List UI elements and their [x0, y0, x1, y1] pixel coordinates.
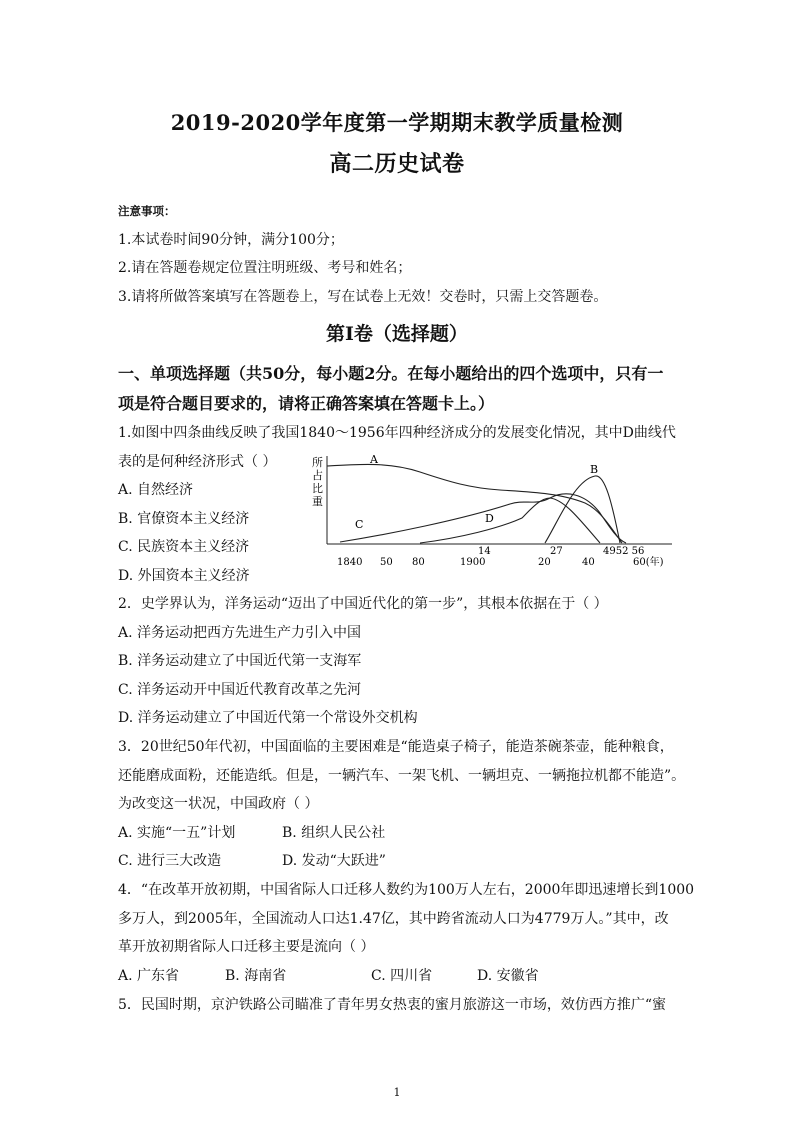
q2-option-c: C. 洋务运动开中国近代教育改革之先河 — [118, 682, 362, 698]
ylabel-char-4: 重 — [312, 495, 323, 508]
q5-stem-line1: 5．民国时期，京沪铁路公司瞄准了青年男女热衷的蜜月旅游这一市场，效仿西方推广“蜜 — [118, 997, 667, 1013]
tick-20: 20 — [538, 557, 551, 568]
ylabel-char-3: 比 — [312, 482, 323, 495]
q1-stem-line2: 表的是何种经济形式（ ） — [118, 454, 277, 470]
q1-stem-line1: 1.如图中四条曲线反映了我国1840～1956年四种经济成分的发展变化情况，其中D曲线代 — [118, 425, 676, 441]
curve-a — [327, 464, 622, 543]
curve-label-c: C — [355, 518, 364, 531]
q3-option-b: B. 组织人民公社 — [282, 825, 386, 841]
q2-option-a: A. 洋务运动把西方先进生产力引入中国 — [118, 625, 362, 641]
q2-option-b: B. 洋务运动建立了中国近代第一支海军 — [118, 653, 362, 669]
q1-option-a: A. 自然经济 — [118, 482, 194, 498]
tick-60: 60(年) — [633, 557, 664, 568]
ylabel-char-1: 所 — [312, 456, 323, 469]
curve-label-b: B — [590, 463, 599, 476]
page-number: 1 — [393, 1086, 401, 1099]
q3-stem-line3: 为改变这一状况，中国政府（ ） — [118, 796, 319, 812]
q1-option-b: B. 官僚资本主义经济 — [118, 511, 250, 527]
q4-option-c: C. 四川省 — [371, 968, 433, 984]
curve-b — [545, 476, 620, 543]
q4-option-b: B. 海南省 — [225, 968, 287, 984]
q4-option-a: A. 广东省 — [118, 968, 180, 984]
q3-option-a: A. 实施“一五”计划 — [118, 825, 236, 841]
part1-title: 第Ⅰ卷（选择题） — [326, 323, 468, 345]
exam-subtitle: 高二历史试卷 — [329, 151, 465, 177]
notice-item-2: 2.请在答题卷规定位置注明班级、考号和姓名； — [118, 260, 412, 276]
curve-label-d: D — [485, 512, 494, 525]
exam-title: 2019-2020学年度第一学期期末教学质量检测 — [170, 110, 624, 135]
tick-1900: 1900 — [460, 557, 486, 568]
notice-item-1: 1.本试卷时间90分钟，满分100分； — [118, 232, 344, 248]
q3-option-d: D. 发动“大跃进” — [282, 853, 386, 869]
q4-option-d: D. 安徽省 — [477, 968, 539, 984]
q1-option-d: D. 外国资本主义经济 — [118, 568, 250, 584]
q3-stem-line1: 3．20世纪50年代初，中国面临的主要困难是“能造桌子椅子，能造茶碗茶壶，能种粮食， — [118, 739, 674, 755]
tick-80: 80 — [412, 557, 425, 568]
ylabel-char-2: 占 — [312, 469, 323, 482]
economy-curves-figure — [300, 448, 690, 573]
ylabel-group — [312, 456, 323, 508]
tick-495256: 4952 56 — [603, 546, 645, 557]
q2-option-d: D. 洋务运动建立了中国近代第一个常设外交机构 — [118, 710, 418, 726]
q4-stem-line3: 革开放初期省际人口迁移主要是流向（ ） — [118, 939, 375, 955]
q1-option-c: C. 民族资本主义经济 — [118, 539, 250, 555]
curve-d — [420, 498, 600, 543]
part1-instruction-line1: 一、单项选择题（共50分，每小题2分。在每小题给出的四个选项中，只有一 — [118, 364, 664, 383]
q2-stem: 2．史学界认为，洋务运动“迈出了中国近代化的第一步”，其根本依据在于（ ） — [118, 596, 608, 612]
q3-option-c: C. 进行三大改造 — [118, 853, 222, 869]
curve-label-a: A — [370, 453, 378, 466]
notice-item-3: 3.请将所做答案填写在答题卷上，写在试卷上无效！交卷时，只需上交答题卷。 — [118, 289, 608, 305]
tick-50: 50 — [380, 557, 393, 568]
q3-stem-line2: 还能磨成面粉，还能造纸。但是，一辆汽车、一架飞机、一辆坦克、一辆拖拉机都不能造”。 — [118, 768, 686, 784]
tick-1840: 1840 — [337, 557, 363, 568]
tick-14: 14 — [478, 546, 491, 557]
notice-heading: 注意事项： — [118, 204, 176, 218]
q4-stem-line2: 多万人，到2005年，全国流动人口达1.47亿，其中跨省流动人口为4779万人。”其中，改 — [118, 911, 669, 927]
q4-stem-line1: 4．“在改革开放初期，中国省际人口迁移人数约为100万人左右，2000年即迅速增长到1000 — [118, 882, 695, 898]
tick-40: 40 — [582, 557, 595, 568]
tick-27: 27 — [550, 546, 563, 557]
part1-instruction-line2: 项是符合题目要求的，请将正确答案填在答题卡上。） — [118, 394, 495, 413]
curve-c — [340, 494, 626, 543]
